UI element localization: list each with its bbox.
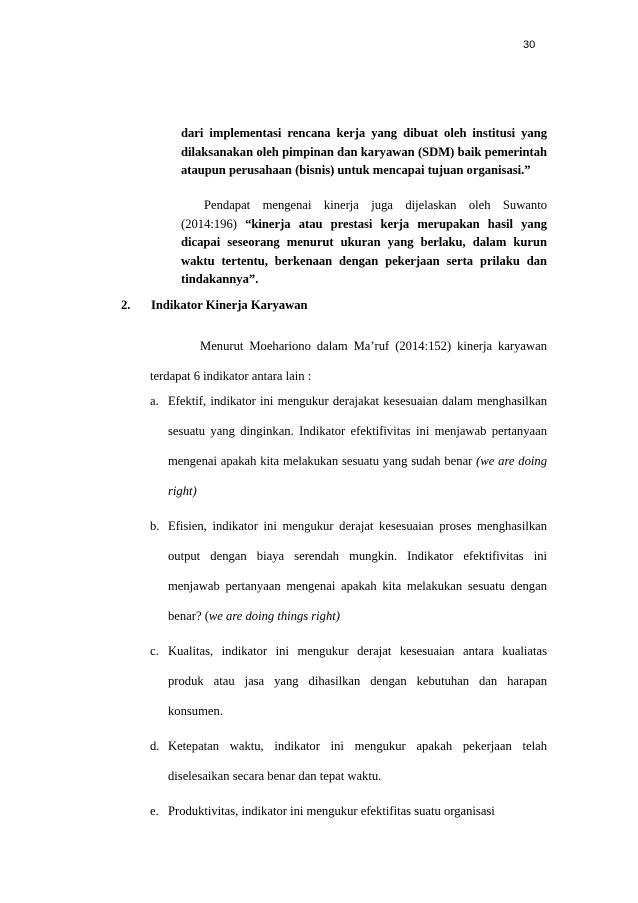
- block-quote-1: [181, 124, 547, 180]
- section-number: 2.: [121, 298, 131, 312]
- list-item-text: Efektif, indikator ini mengukur derajakat kesesuaian dalam menghasilkan sesuatu yang dinginkan. Indikator efektifivitas ini menjawab pertanyaan mengenai apakah kita melakukan sesuatu yang sudah benar: [168, 394, 547, 468]
- list-item-marker: e.: [150, 804, 159, 818]
- list-item: [150, 636, 547, 726]
- section-title: Indikator Kinerja Karyawan: [151, 298, 308, 312]
- quote-1-text: dari implementasi rencana kerja yang dibuat oleh institusi yang dilaksanakan oleh pimpinan dan karyawan (SDM) baik pemerintah ataupun perusahaan (bisnis) untuk mencapai tujuan organisasi.”: [181, 126, 547, 178]
- list-item-marker: a.: [150, 394, 159, 408]
- page-number: 30: [523, 39, 536, 51]
- list-item-text: Efisien, indikator ini mengukur derajat kesesuaian proses menghasilkan output dengan biaya serendah mungkin. Indikator efektifivitas ini menjawab pertanyaan mengenai apakah kita melakukan sesuatu dengan benar? (: [168, 519, 547, 623]
- section-heading: [121, 298, 308, 313]
- intro-text: Menurut Moehariono dalam Ma’ruf (2014:152) kinerja karyawan terdapat 6 indikator antara lain :: [150, 339, 547, 383]
- list-item: [150, 731, 547, 791]
- intro-paragraph: [150, 331, 547, 391]
- list-item-marker: d.: [150, 739, 160, 753]
- indicator-list: [150, 386, 547, 831]
- quote-2-paragraph: [181, 196, 547, 289]
- list-item-text: Produktivitas, indikator ini mengukur efektifitas suatu organisasi: [168, 804, 495, 818]
- list-item-text: Ketepatan waktu, indikator ini mengukur apakah pekerjaan telah diselesaikan secara benar dan tepat waktu.: [168, 739, 547, 783]
- list-item-marker: c.: [150, 644, 159, 658]
- quote-2-citation: “kinerja atau prestasi kerja merupakan hasil yang dicapai seseorang menurut ukuran yang berlaku, dalam kurun waktu tertentu, berkenaan dengan pekerjaan serta prilaku dan tindakannya”.: [181, 216, 547, 287]
- block-quote-2: [181, 196, 547, 289]
- list-item-italic: (we are doing right): [168, 454, 547, 498]
- list-item: [150, 386, 547, 506]
- list-item-italic: we are doing things right): [208, 609, 340, 623]
- list-item-marker: b.: [150, 519, 160, 533]
- quote-2-lead: Pendapat mengenai kinerja juga dijelaskan oleh Suwanto (2014:196): [181, 198, 547, 231]
- list-item: [150, 511, 547, 631]
- list-item: [150, 796, 547, 826]
- list-item-text: Kualitas, indikator ini mengukur derajat kesesuaian antara kualiatas produk atau jasa yang dihasilkan dengan kebutuhan dan harapan konsumen.: [168, 644, 547, 718]
